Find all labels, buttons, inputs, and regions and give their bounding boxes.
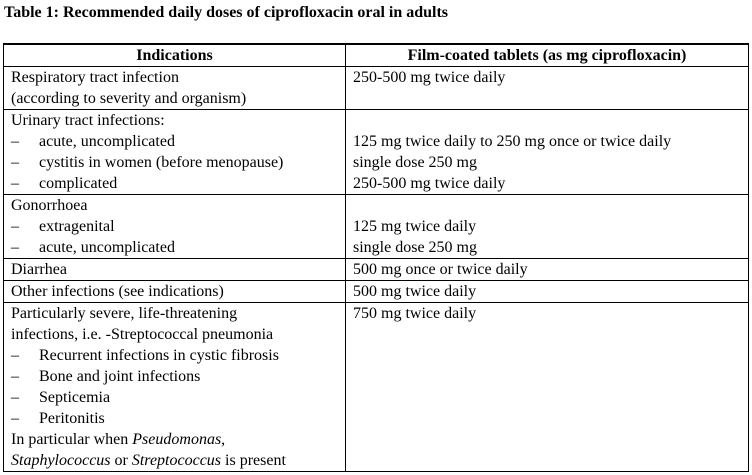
dash-icon: – bbox=[11, 347, 19, 364]
indication-title: Gonorrhoea bbox=[11, 197, 88, 214]
list-item-label: complicated bbox=[39, 175, 118, 192]
list-item bbox=[11, 237, 345, 258]
dash-icon: – bbox=[11, 389, 19, 406]
dose-text: 250-500 mg twice daily bbox=[353, 175, 506, 192]
note-prefix: In particular when bbox=[11, 431, 133, 448]
dose-cell bbox=[346, 281, 749, 303]
dose-cell bbox=[346, 303, 749, 472]
table-row-gonorrhoea bbox=[4, 195, 749, 259]
indication-text: Particularly severe, life-threatening bbox=[11, 305, 238, 322]
dash-icon: – bbox=[11, 239, 19, 256]
table-row-respiratory bbox=[4, 67, 749, 110]
list-item bbox=[11, 216, 345, 237]
table-header-row bbox=[4, 44, 749, 67]
dash-icon: – bbox=[11, 154, 19, 171]
list-item bbox=[11, 387, 345, 408]
indication-cell bbox=[4, 281, 346, 303]
organism-name: Pseudomonas bbox=[132, 431, 222, 448]
organism-note bbox=[11, 429, 345, 450]
table-row-diarrhea bbox=[4, 259, 749, 281]
table-row-other bbox=[4, 281, 749, 303]
dose-text: 500 mg once or twice daily bbox=[353, 261, 528, 278]
dose-table bbox=[3, 43, 749, 472]
list-item-label: Septicemia bbox=[39, 389, 111, 406]
dose-cell bbox=[346, 195, 749, 259]
header-dose: Film-coated tablets (as mg ciprofloxacin) bbox=[346, 44, 749, 67]
header-indications: Indications bbox=[4, 44, 346, 67]
list-item-label: cystitis in women (before menopause) bbox=[39, 154, 284, 171]
dose-text: single dose 250 mg bbox=[353, 239, 477, 256]
dose-text: 750 mg twice daily bbox=[353, 305, 477, 322]
note-or: or bbox=[110, 452, 132, 469]
organism-note bbox=[11, 450, 345, 471]
list-item-label: extragenital bbox=[39, 218, 115, 235]
organism-name: Staphylococcus bbox=[11, 452, 111, 469]
dose-text: 125 mg twice daily to 250 mg once or twice daily bbox=[353, 133, 672, 150]
list-item bbox=[11, 345, 345, 366]
dash-icon: – bbox=[11, 133, 19, 150]
indication-cell bbox=[4, 303, 346, 472]
indication-text: (according to severity and organism) bbox=[11, 90, 247, 107]
table-row-urinary bbox=[4, 110, 749, 195]
list-item bbox=[11, 173, 345, 194]
list-item-label: Peritonitis bbox=[39, 410, 105, 427]
list-item bbox=[11, 366, 345, 387]
indication-title: Diarrhea bbox=[11, 261, 67, 278]
list-item-label: Bone and joint infections bbox=[39, 368, 201, 385]
dose-cell bbox=[346, 110, 749, 195]
list-item bbox=[11, 131, 345, 152]
dose-text: 500 mg twice daily bbox=[353, 283, 477, 300]
list-item bbox=[11, 152, 345, 173]
dose-text: single dose 250 mg bbox=[353, 154, 477, 171]
note-suffix: is present bbox=[221, 452, 286, 469]
table-row-severe bbox=[4, 303, 749, 472]
indication-text: Respiratory tract infection bbox=[11, 69, 179, 86]
list-item-label: acute, uncomplicated bbox=[39, 239, 175, 256]
indication-cell bbox=[4, 195, 346, 259]
indication-title: Other infections (see indications) bbox=[11, 283, 224, 300]
list-item-label: Recurrent infections in cystic fibrosis bbox=[39, 347, 279, 364]
dash-icon: – bbox=[11, 218, 19, 235]
indication-cell bbox=[4, 110, 346, 195]
dose-cell bbox=[346, 67, 749, 110]
dash-icon: – bbox=[11, 368, 19, 385]
table-caption: Table 1: Recommended daily doses of ciprofloxacin oral in adults bbox=[4, 4, 449, 21]
dash-icon: – bbox=[11, 410, 19, 427]
list-item-label: acute, uncomplicated bbox=[39, 133, 175, 150]
indication-title: Urinary tract infections: bbox=[11, 112, 165, 129]
list-item bbox=[11, 408, 345, 429]
dose-text: 250-500 mg twice daily bbox=[353, 69, 506, 86]
dash-icon: – bbox=[11, 175, 19, 192]
indication-text: infections, i.e. -Streptococcal pneumonia bbox=[11, 326, 274, 343]
dose-text: 125 mg twice daily bbox=[353, 218, 477, 235]
indication-cell bbox=[4, 259, 346, 281]
organism-name: Streptococcus bbox=[131, 452, 222, 469]
indication-cell bbox=[4, 67, 346, 110]
note-comma: , bbox=[221, 431, 226, 448]
dose-cell bbox=[346, 259, 749, 281]
